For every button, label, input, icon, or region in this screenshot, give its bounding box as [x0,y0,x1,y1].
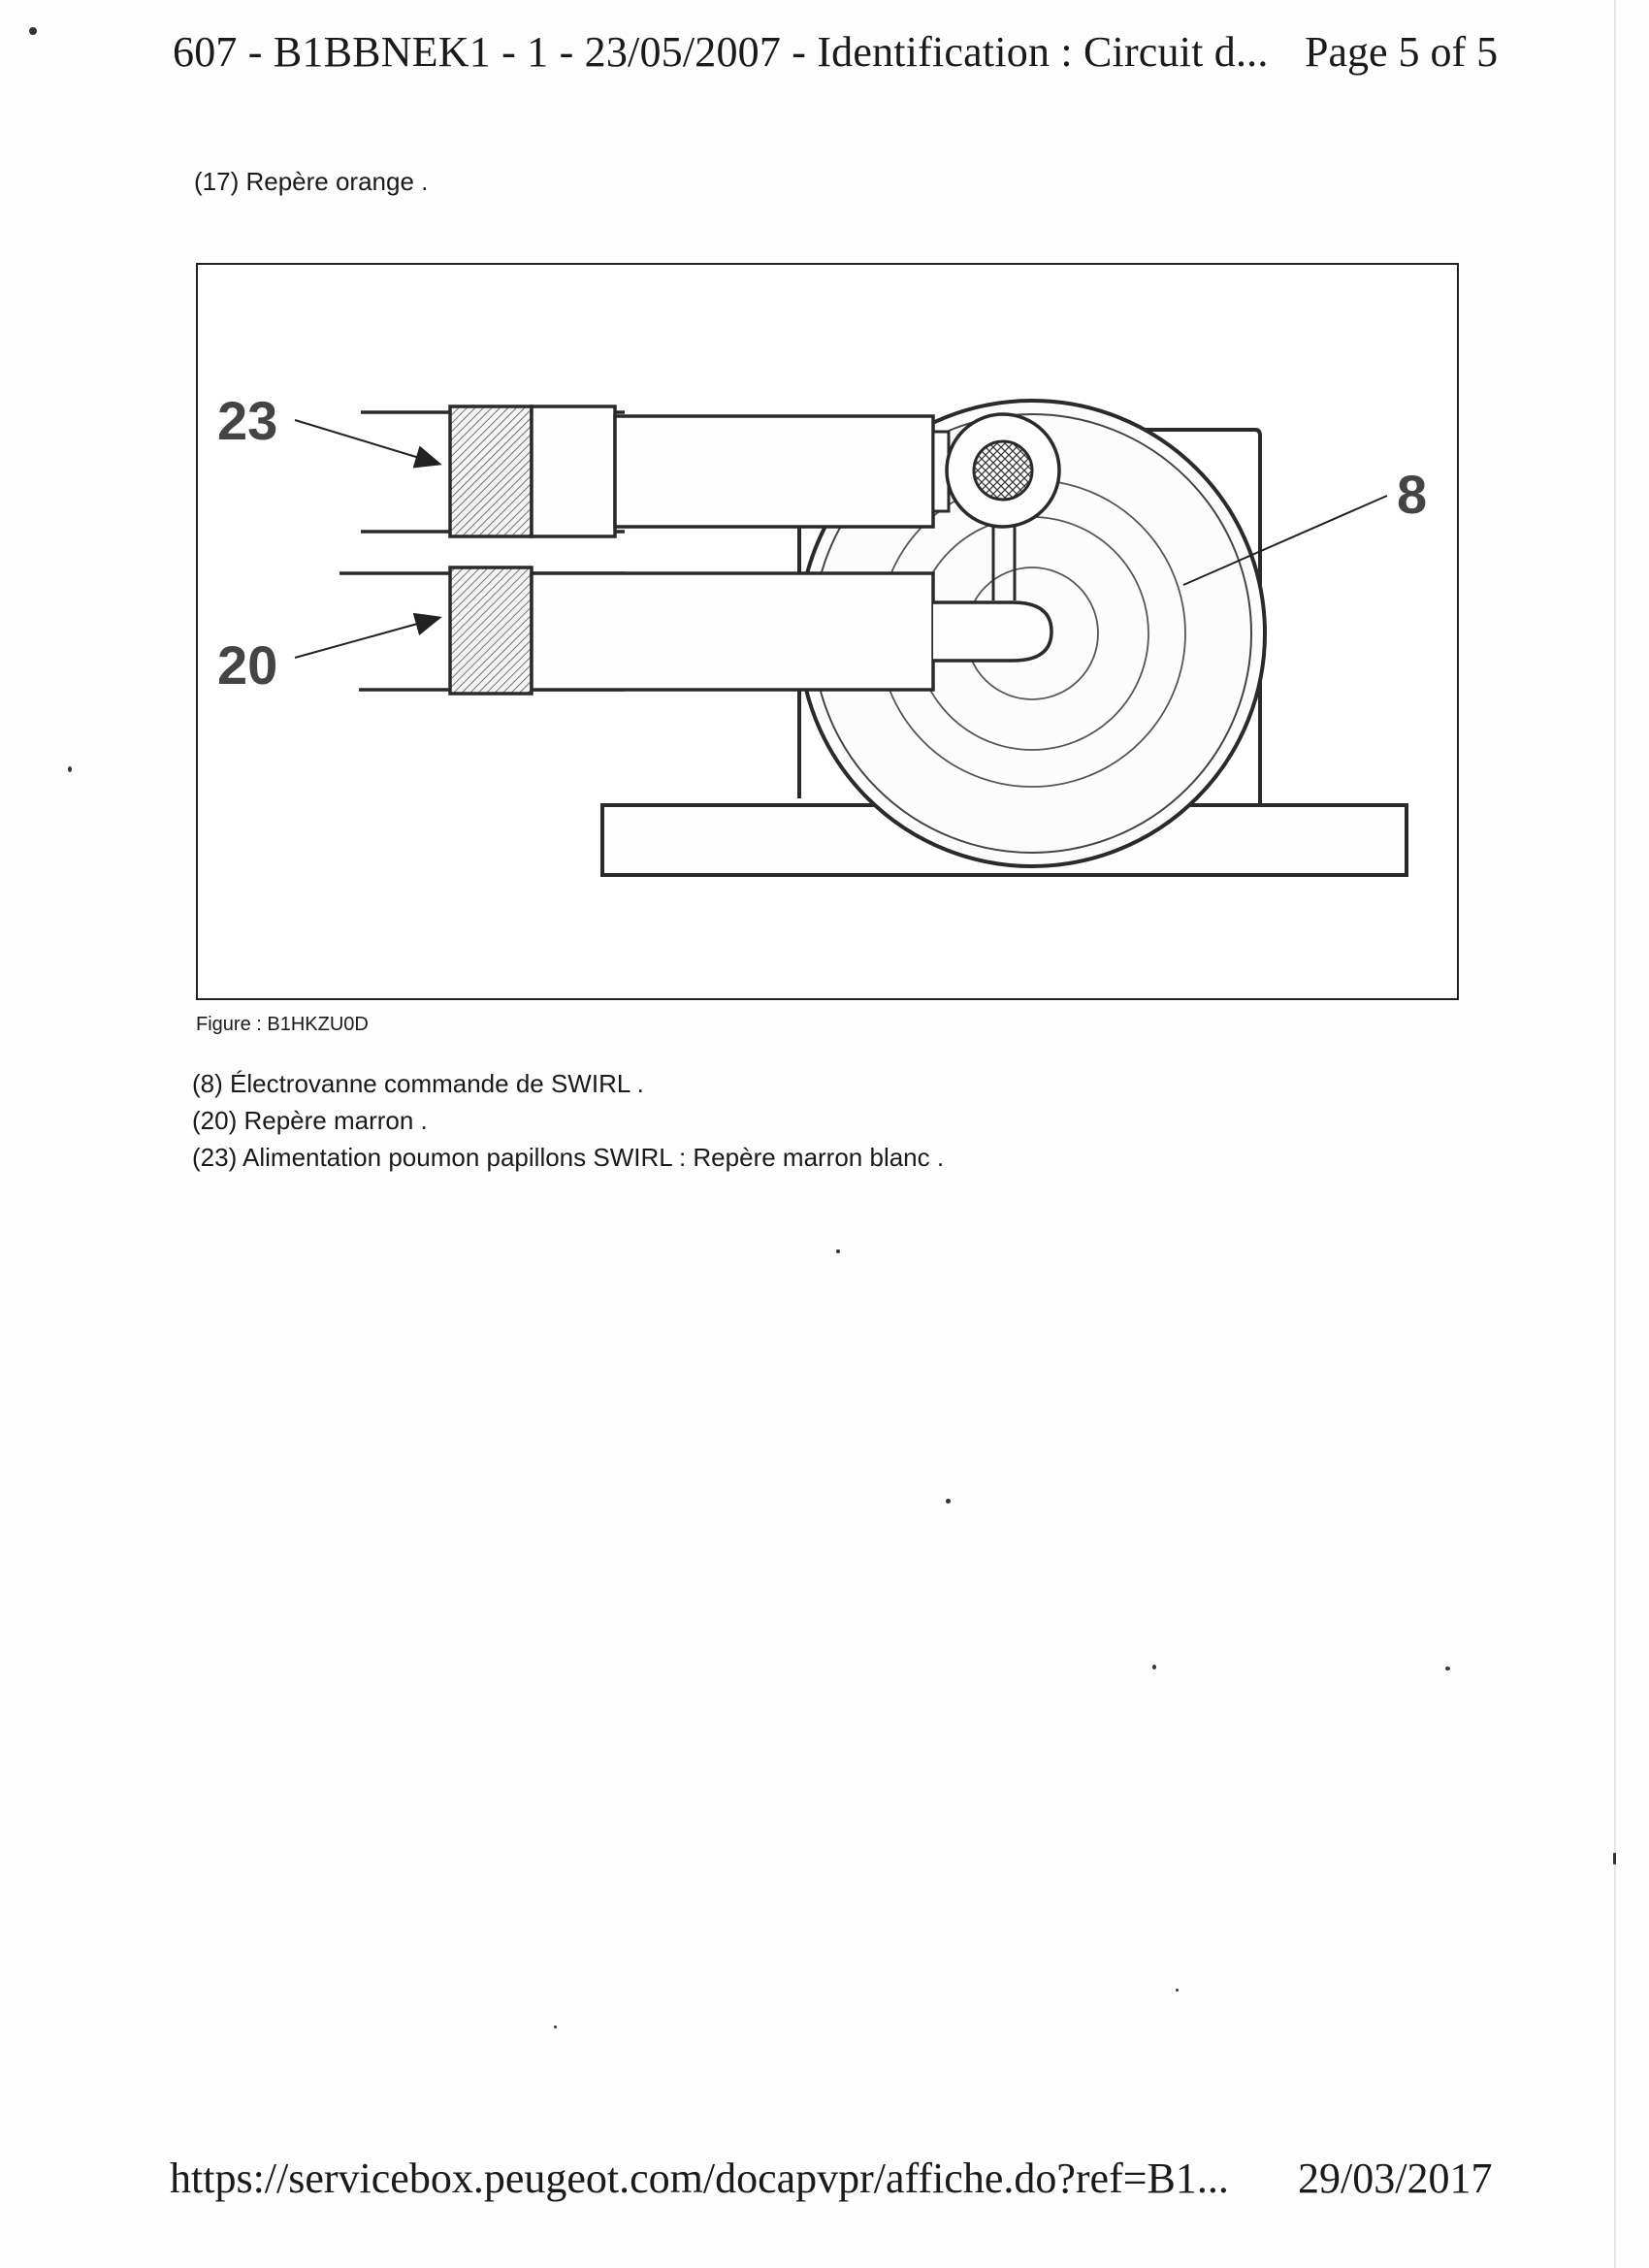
pipe-23-body [615,416,933,527]
legend-item-23: (23) Alimentation poumon papillons SWIRL : Repère marron blanc . [192,1143,945,1172]
scan-speck [554,2025,557,2028]
marker-ring-23 [450,406,532,536]
connector-collar-23 [532,406,615,536]
callout-label-8: 8 [1397,464,1428,525]
figure-reference: Figure : B1HKZU0D [196,1014,369,1035]
scan-speck [946,1499,951,1504]
callout-arrow-20 [295,618,438,658]
marker-ring-20 [450,567,532,694]
footer-url: https://servicebox.peugeot.com/docapvpr/affiche.do?ref=B1... [170,2155,1229,2202]
pipe-20-elbow [933,602,1051,661]
scan-edge-line [1614,0,1616,2268]
scan-speck [1152,1665,1156,1669]
pipe-20-body [532,573,933,690]
legend-item-17: (17) Repère orange . [194,167,429,196]
scan-speck [1613,1853,1616,1864]
figure-frame [196,263,1459,1000]
page-header-title: 607 - B1BBNEK1 - 1 - 23/05/2007 - Identification : Circuit d... [173,28,1269,76]
callout-label-23: 23 [217,390,278,451]
swirl-valve-diagram [198,265,1461,1002]
scan-speck [1445,1667,1450,1670]
callout-arrow-23 [295,420,438,464]
scan-speck [1176,1989,1179,1992]
footer-date: 29/03/2017 [1298,2155,1493,2202]
page-number: Page 5 of 5 [1305,28,1499,76]
scan-speck [29,27,37,35]
scan-speck [68,766,72,772]
legend-item-8: (8) Électrovanne commande de SWIRL . [192,1069,644,1098]
upper-port-filter [974,441,1032,500]
legend-list [192,1065,944,1176]
scan-speck [836,1249,840,1253]
callout-label-20: 20 [217,634,278,696]
legend-item-20: (20) Repère marron . [192,1106,428,1135]
